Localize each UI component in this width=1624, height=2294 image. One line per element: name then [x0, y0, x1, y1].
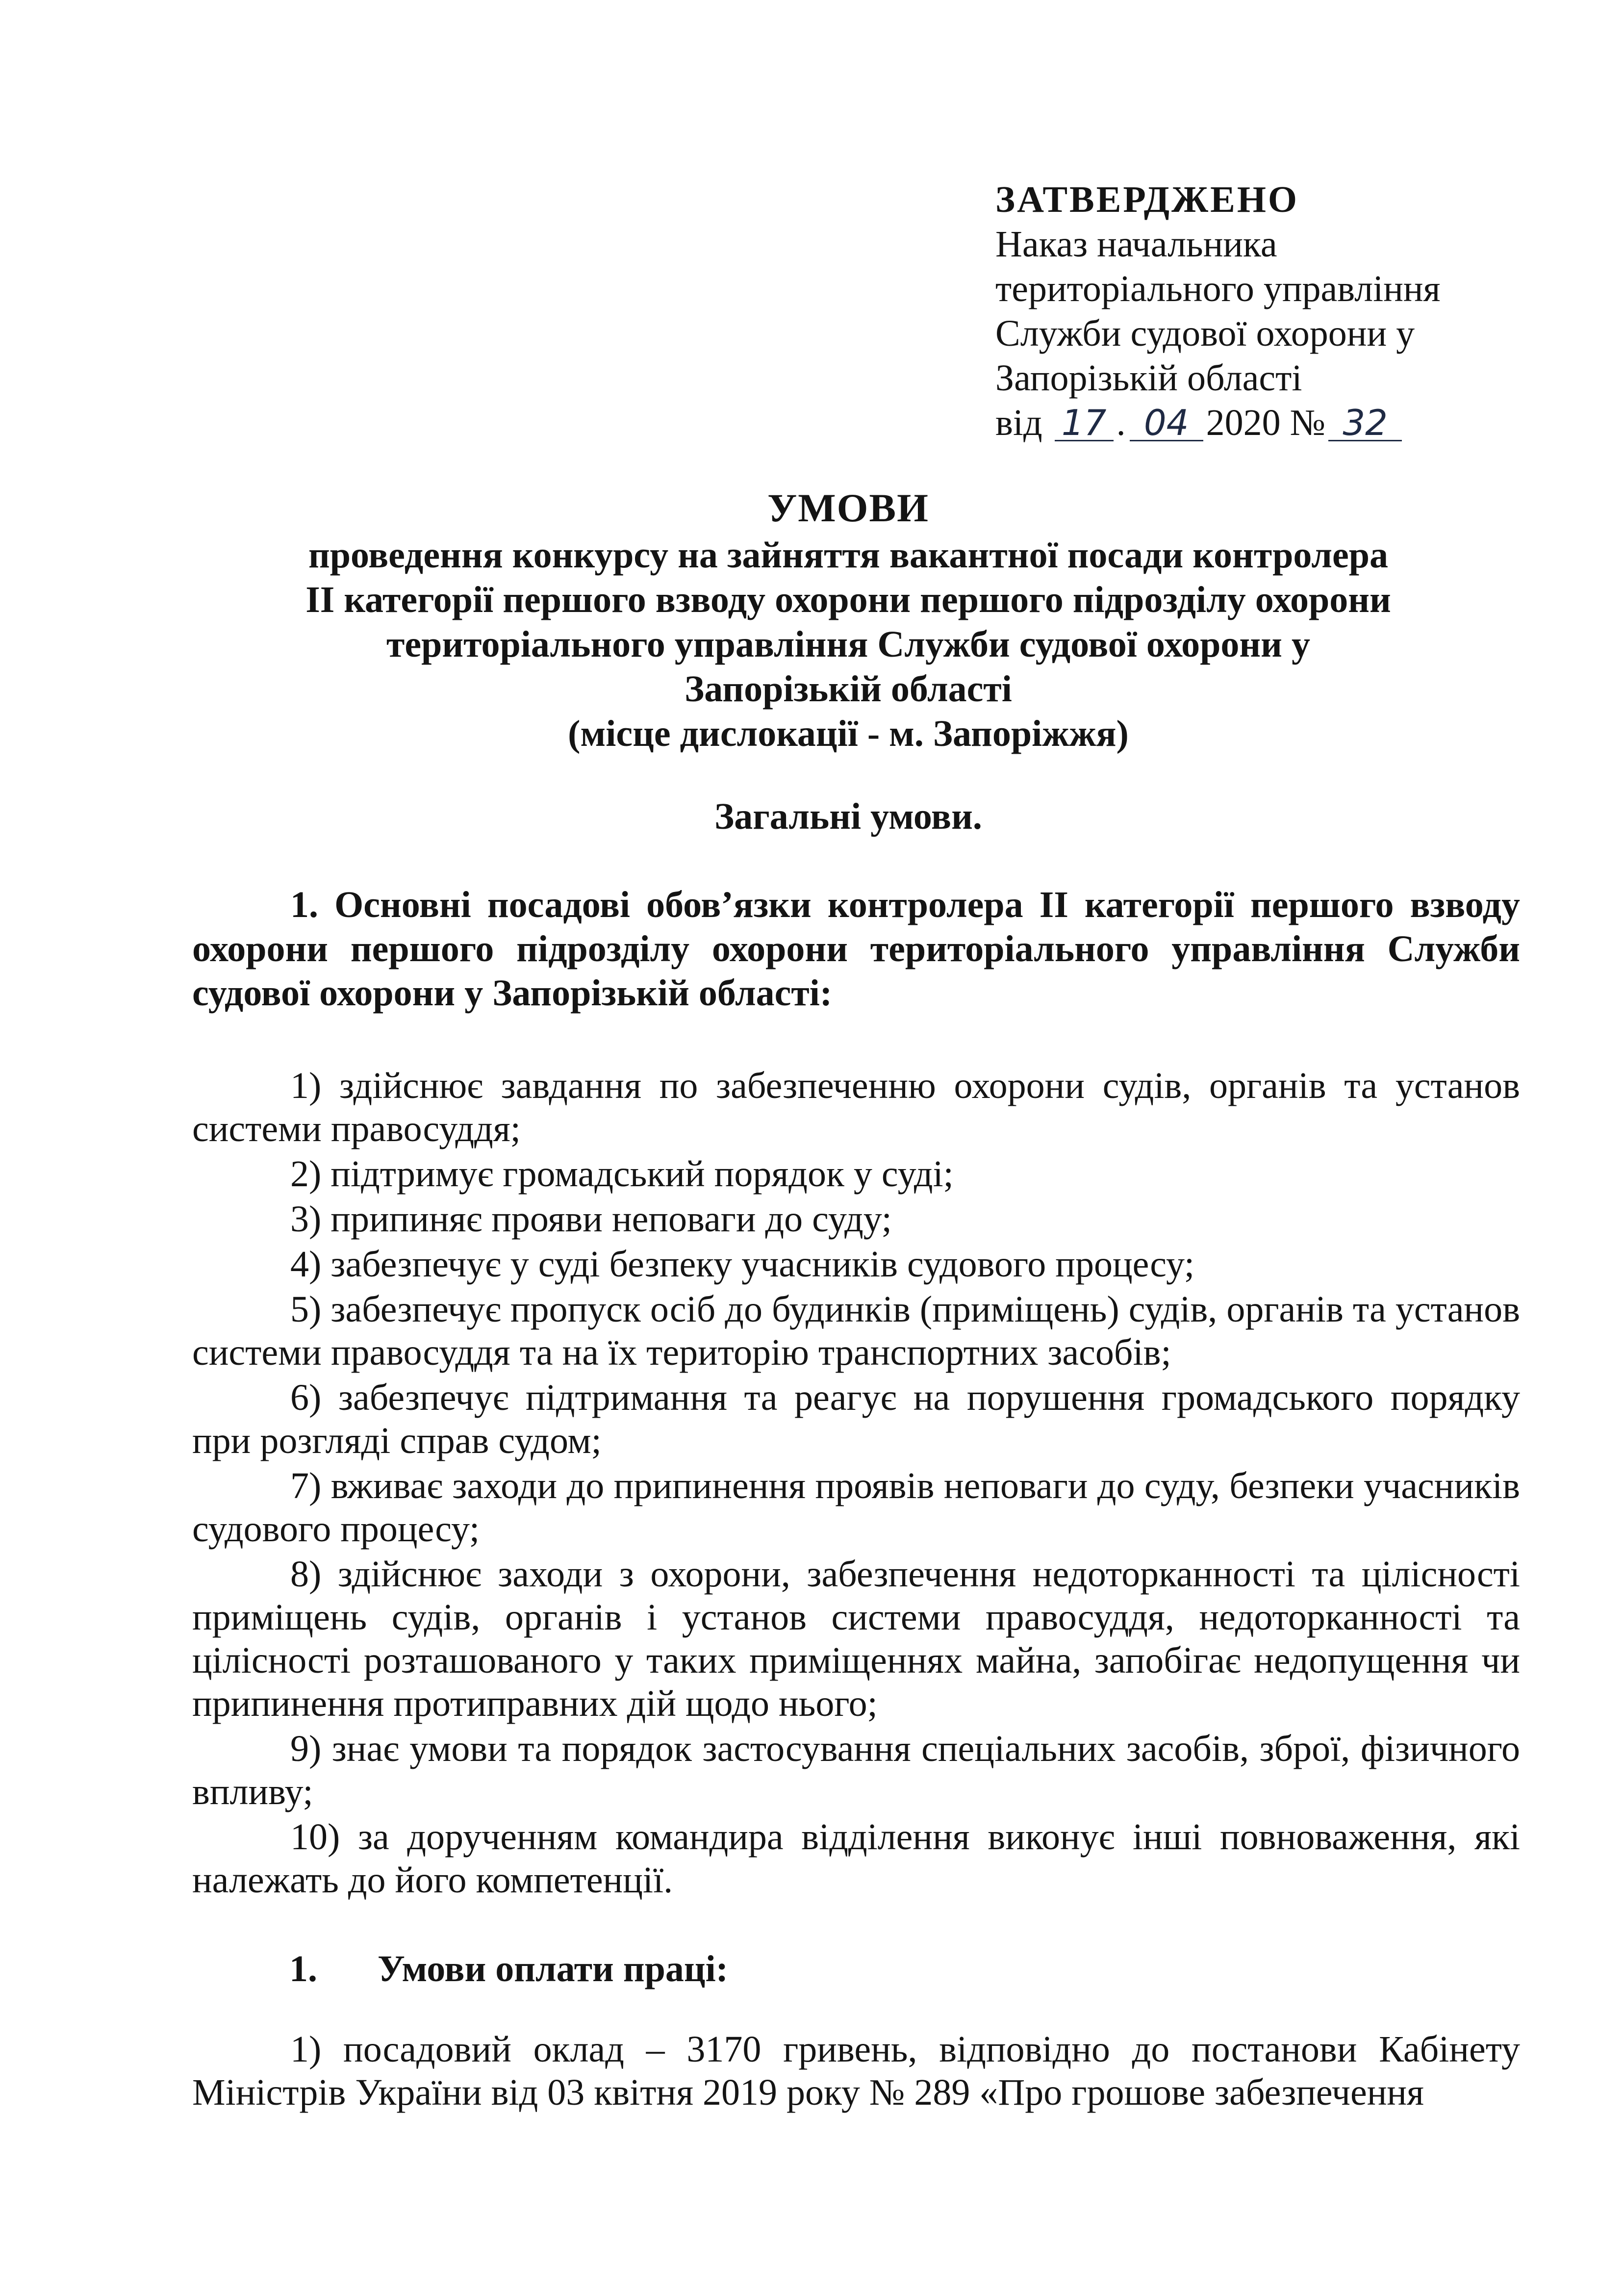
duty-item: 7) вживає заходи до припинення проявів неповаги до суду, безпеки учасників судового процесу; — [192, 1465, 1520, 1550]
title-line-location: (місце дислокації - м. Запоріжжя) — [568, 713, 1129, 754]
duty-item: 10) за дорученням командира відділення виконує інші повноваження, які належать до його компетенції. — [192, 1816, 1520, 1901]
pay-conditions-heading — [289, 1947, 1466, 1991]
duties-list — [192, 1064, 1520, 1904]
pay-item: 1) посадовий оклад – 3170 гривень, відповідно до постанови Кабінету Міністрів України від 03 квітня 2019 року № 289 «Про грошове забезпечення — [192, 2029, 1520, 2113]
document-title-block — [186, 485, 1510, 756]
handwritten-order-number: 32 — [1328, 406, 1402, 441]
approval-title: ЗАТВЕРДЖЕНО — [995, 179, 1299, 220]
approval-line: Запорізькій області — [995, 357, 1302, 399]
document-title: УМОВИ — [767, 485, 929, 530]
title-line: Запорізькій області — [685, 668, 1012, 710]
duty-item: 1) здійснює завдання по забезпеченню охорони судів, органів та установ системи правосуддя; — [192, 1065, 1520, 1149]
title-line: проведення конкурсу на зайняття вакантної посади контролера — [308, 535, 1389, 576]
date-prefix: від — [995, 402, 1042, 443]
approval-line: Наказ начальника — [995, 224, 1277, 265]
duty-item: 4) забезпечує у суді безпеку учасників судового процесу; — [290, 1244, 1195, 1285]
date-year: 2020 — [1206, 402, 1281, 443]
approval-block — [995, 178, 1535, 445]
approval-line: Служби судової охорони у — [995, 313, 1415, 354]
title-line: ІІ категорії першого взводу охорони першого підрозділу охорони — [305, 579, 1391, 620]
duty-item: 3) припиняє прояви неповаги до суду; — [290, 1198, 892, 1240]
approval-date-line: від 17 . 04 2020 № 32 — [995, 401, 1535, 445]
duty-item: 2) підтримує громадський порядок у суді; — [290, 1153, 954, 1195]
number-sign: № — [1290, 402, 1326, 443]
section-number: 1. — [289, 1948, 317, 1989]
approval-line: територіального управління — [995, 268, 1441, 309]
duty-item: 6) забезпечує підтримання та реагує на порушення громадського порядку при розгляді справ судом; — [192, 1377, 1520, 1461]
section-heading-text: Умови оплати праці: — [378, 1948, 729, 1989]
duty-item: 8) здійснює заходи з охорони, забезпечення недоторканності та цілісності приміщень судів, органів і установ системи правосуддя, недоторканності та цілісності розташованого у таких приміщеннях майна, запобігає недопущення чи припинення протиправних дій щодо нього; — [192, 1554, 1520, 1724]
pay-conditions-list — [192, 2028, 1520, 2114]
handwritten-day: 17 — [1055, 406, 1114, 441]
duties-heading: 1. Основні посадові обов’язки контролера ІІ категорії першого взводу охорони першого підрозділу охорони територіального управління Служби судової охорони у Запорізькій області: — [192, 884, 1520, 1014]
duty-item: 5) забезпечує пропуск осіб до будинків (приміщень) судів, органів та установ системи правосуддя та на їх територію транспортних засобів; — [192, 1289, 1520, 1373]
general-conditions-heading: Загальні умови. — [714, 796, 982, 837]
title-line: територіального управління Служби судової охорони у — [386, 624, 1310, 665]
handwritten-month: 04 — [1130, 406, 1203, 441]
duty-item: 9) знає умови та порядок застосування спеціальних засобів, зброї, фізичного впливу; — [192, 1728, 1520, 1812]
